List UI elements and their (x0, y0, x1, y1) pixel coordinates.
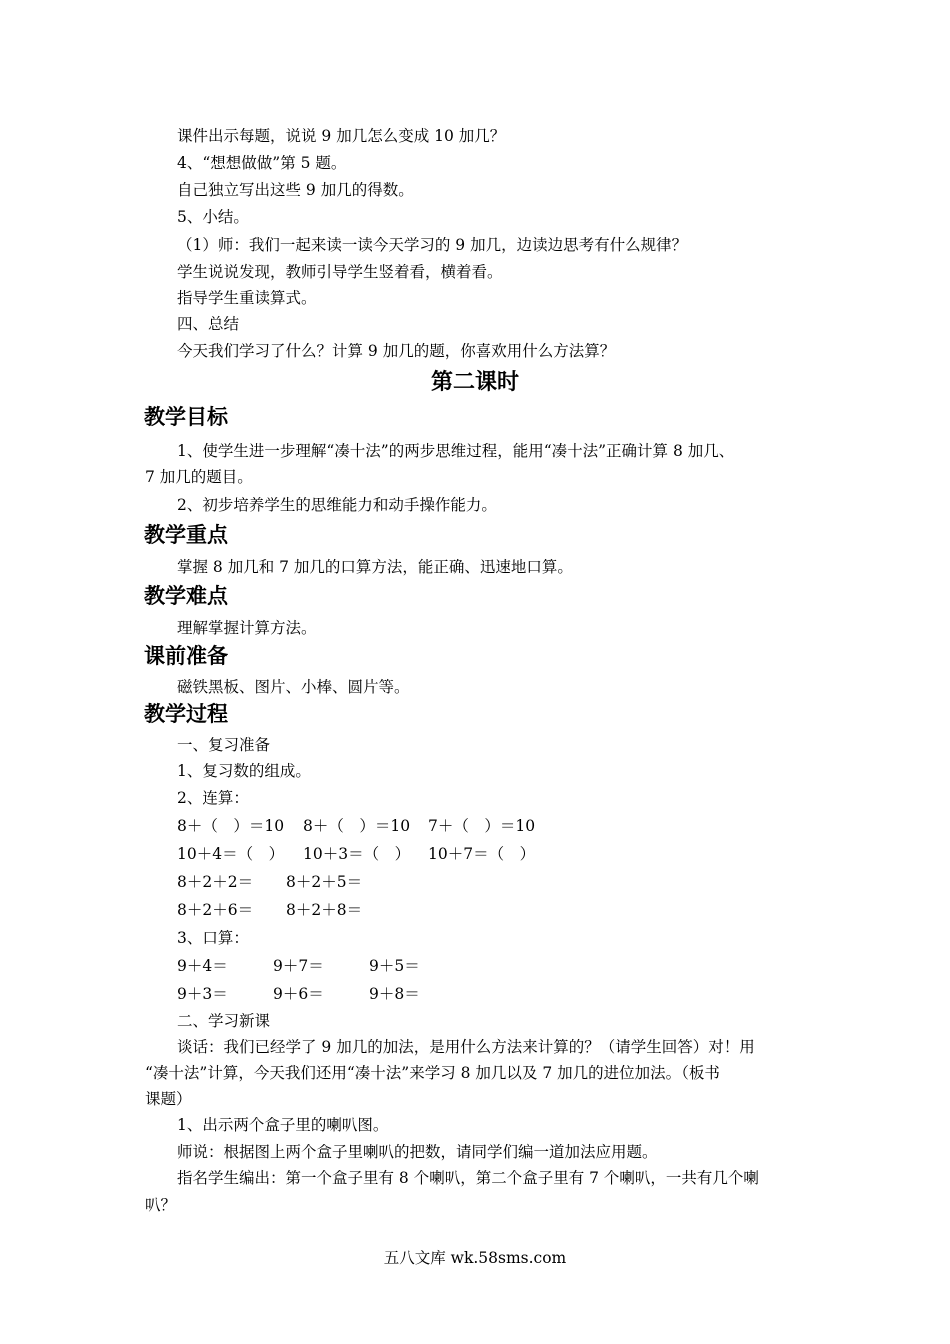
calc-row (177, 872, 577, 892)
oral-item: 9＋5＝ (369, 957, 420, 975)
text-line: 理解掌握计算方法。 (177, 619, 317, 637)
calc-item: 8＋（ ）＝10 (177, 817, 285, 835)
text-line: 二、学习新课 (177, 1012, 271, 1030)
section-heading-difficulty: 教学难点 (144, 584, 228, 608)
calc-item: 8＋2＋6＝ (177, 901, 254, 919)
section-heading-goals: 教学目标 (144, 405, 228, 429)
oral-item: 9＋8＝ (369, 985, 420, 1003)
text-line: “凑十法”计算，今天我们还用“凑十法”来学习 8 加几以及 7 加几的进位加法。（板书 (145, 1064, 720, 1082)
calc-item: 8＋2＋8＝ (286, 901, 363, 919)
section-heading-process: 教学过程 (144, 702, 228, 726)
calc-row (177, 816, 577, 836)
text-line: 4、“想想做做”第 5 题。 (177, 154, 347, 172)
calc-item: 8＋2＋2＝ (177, 873, 254, 891)
text-line: 师说：根据图上两个盒子里喇叭的把数，请同学们编一道加法应用题。 (177, 1143, 658, 1161)
text-line: 自己独立写出这些 9 加几的得数。 (177, 181, 414, 199)
oral-row (177, 984, 577, 1004)
text-line: （1）师：我们一起来读一读今天学习的 9 加几，边读边思考有什么规律？ (177, 236, 688, 254)
text-line: 掌握 8 加几和 7 加几的口算方法，能正确、迅速地口算。 (177, 558, 573, 576)
lesson-title: 第二课时 (430, 370, 519, 395)
text-line: 2、连算： (177, 789, 249, 807)
text-line: 课件出示每题，说说 9 加几怎么变成 10 加几？ (177, 127, 506, 145)
text-line: 四、总结 (177, 315, 240, 333)
text-line: 谈话：我们已经学了 9 加几的加法，是用什么方法来计算的？（请学生回答）对！用 (177, 1038, 755, 1056)
text-line: 学生说说发现，教师引导学生竖着看，横着看。 (177, 263, 503, 281)
page-footer: 五八文库 wk.58sms.com (383, 1249, 567, 1267)
text-line: 1、出示两个盒子里的喇叭图。 (177, 1116, 389, 1134)
text-line: 今天我们学习了什么？计算 9 加几的题，你喜欢用什么方法算？ (177, 342, 616, 360)
oral-item: 9＋7＝ (273, 957, 324, 975)
calc-row (177, 844, 577, 864)
text-line: 指名学生编出：第一个盒子里有 8 个喇叭，第二个盒子里有 7 个喇叭，一共有几个喇 (177, 1169, 759, 1187)
section-heading-key: 教学重点 (144, 523, 228, 547)
calc-item: 8＋（ ）＝10 (303, 817, 411, 835)
text-line: 一、复习准备 (177, 736, 271, 754)
section-heading-prep: 课前准备 (144, 644, 228, 668)
text-line: 2、初步培养学生的思维能力和动手操作能力。 (177, 496, 497, 514)
text-line: 7 加几的题目。 (145, 468, 253, 486)
text-line: 3、口算： (177, 929, 249, 947)
calc-item: 7＋（ ）＝10 (428, 817, 536, 835)
calc-item: 10＋7＝（ ） (428, 845, 536, 863)
text-line: 5、小结。 (177, 208, 249, 226)
calc-item: 10＋4＝（ ） (177, 845, 285, 863)
calc-row (177, 900, 577, 920)
text-line: 课题） (145, 1090, 192, 1108)
text-line: 1、使学生进一步理解“凑十法”的两步思维过程，能用“凑十法”正确计算 8 加几、 (177, 442, 735, 460)
oral-row (177, 956, 577, 976)
oral-item: 9＋6＝ (273, 985, 324, 1003)
text-line: 磁铁黑板、图片、小棒、圆片等。 (177, 678, 410, 696)
text-line: 指导学生重读算式。 (177, 289, 317, 307)
text-line: 1、复习数的组成。 (177, 762, 311, 780)
calc-item: 8＋2＋5＝ (286, 873, 363, 891)
oral-item: 9＋3＝ (177, 985, 228, 1003)
text-line: 叭？ (145, 1196, 177, 1214)
oral-item: 9＋4＝ (177, 957, 228, 975)
calc-item: 10＋3＝（ ） (303, 845, 411, 863)
